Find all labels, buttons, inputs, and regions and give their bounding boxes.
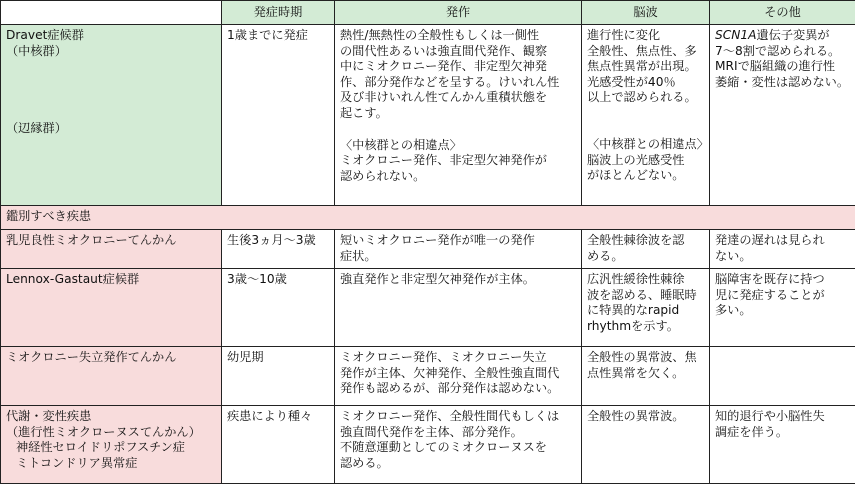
- disease-other-line: 知的退行や小脳性失: [715, 409, 825, 423]
- disease-seizure-cell: [335, 347, 582, 406]
- disease-eeg-line: に特異的なrapid: [587, 303, 680, 318]
- disease-other-cell: [710, 406, 855, 484]
- table-row: [1, 230, 855, 269]
- header-blank: [1, 1, 222, 25]
- dravet-border-label: （辺縁群）: [6, 121, 67, 136]
- disease-seizure-line: ミオクロニー発作、ミオクロニー失立: [340, 350, 547, 364]
- disease-eeg-line: める。: [587, 248, 624, 263]
- dravet-eeg-cell: [582, 25, 710, 206]
- disease-eeg-cell: [582, 230, 710, 269]
- dravet-seizure-diff-line: 認められない。: [340, 168, 426, 183]
- disease-eeg-line: rhythmを示す。: [587, 318, 679, 333]
- header-other: その他: [710, 1, 855, 25]
- dravet-seizure-line: 及び非けいれん性てんかん重積状態を: [340, 90, 548, 105]
- section-row: [1, 206, 855, 230]
- disease-seizure-line: 短いミオクロニー発作が唯一の発作: [340, 233, 535, 247]
- disease-other-line: ない。: [715, 248, 752, 263]
- dravet-seizure-line: 熱性/無熱性の全般性もしくは一側性: [340, 28, 540, 42]
- dravet-seizure-cell: [335, 25, 582, 206]
- table-row: [1, 406, 855, 484]
- gene-name: SCN1A: [715, 28, 757, 42]
- disease-other-cell: [710, 230, 855, 269]
- disease-seizure-line: 発作が主体、欠神発作、全般性強直間代: [340, 365, 560, 380]
- dravet-onset: 1歳までに発症: [222, 25, 335, 206]
- disease-name: 乳児良性ミオクロニーてんかん: [6, 233, 177, 247]
- header-onset: 発症時期: [222, 1, 335, 25]
- disease-other-cell: [710, 269, 855, 347]
- disease-name: Lennox-Gastaut症候群: [6, 272, 140, 286]
- disease-other-cell: [710, 347, 855, 406]
- disease-eeg-line: 全般性の異常波、焦: [587, 350, 697, 364]
- dravet-other-line: 遺伝子変異が: [756, 28, 830, 42]
- disease-other-line: 調症を伴う。: [715, 424, 789, 439]
- dravet-eeg-line: 以上で認められる。: [587, 90, 697, 105]
- disease-other-line: 発達の遅れは見られ: [715, 233, 825, 247]
- dravet-other-line: 萎縮・変性は認めない。: [715, 74, 850, 89]
- dravet-eeg-line: 全般性、焦点性、多: [587, 43, 697, 58]
- disease-name-cell: [1, 269, 222, 347]
- header-seizure: 発作: [335, 1, 582, 25]
- disease-eeg-line: 波を認める、睡眠時: [587, 287, 697, 302]
- dravet-seizure-line: 作、部分発作などを呈する。けいれん性: [340, 74, 560, 89]
- disease-onset: 疾患により種々: [222, 406, 335, 484]
- disease-eeg-line: 広汎性緩徐性棘徐: [587, 272, 685, 286]
- disease-seizure-line: ミオクロニー発作、全般性間代もしくは: [340, 409, 560, 423]
- dravet-seizure-diff-title: 〈中核群との相違点〉: [340, 137, 462, 152]
- disease-eeg-line: 点性異常を欠く。: [587, 365, 685, 380]
- dravet-seizure-line: 起こす。: [340, 105, 388, 120]
- dravet-core-label: （中核群）: [6, 43, 67, 58]
- disease-other-line: 脳障害を既存に持つ: [715, 272, 825, 286]
- disease-name-subitem: ミトコンドリア異常症: [16, 455, 138, 470]
- disease-name-subitem: 神経性セロイドリポフスチン症: [16, 440, 185, 455]
- disease-name: 代謝・変性疾患: [6, 409, 92, 423]
- disease-seizure-line: 不随意運動としてのミオクローヌスを: [340, 440, 547, 455]
- disease-name-cell: [1, 347, 222, 406]
- disease-seizure-line: 発作も認めるが、部分発作は認めない。: [340, 381, 560, 396]
- dravet-row: [1, 25, 855, 206]
- disease-seizure-line: 認める。: [340, 455, 389, 470]
- disease-name-sub: （進行性ミオクローヌスてんかん）: [6, 424, 201, 439]
- section-title: 鑑別すべき疾患: [1, 206, 855, 230]
- disease-onset: 生後3ヵ月～3歳: [222, 230, 335, 269]
- disease-other-line: 多い。: [715, 303, 752, 318]
- dravet-eeg-line: 進行性に変化: [587, 28, 661, 42]
- disease-seizure-line: 症状。: [340, 248, 377, 263]
- dravet-other-line: MRIで脳組織の進行性: [715, 59, 836, 74]
- dravet-seizure-diff-line: ミオクロニー発作、非定型欠神発作が: [340, 153, 547, 168]
- dravet-other-line: 7～8割で認められる。: [715, 43, 841, 58]
- header-row: [1, 1, 855, 25]
- dravet-seizure-line: 中にミオクロニー発作、非定型欠神発: [340, 59, 547, 74]
- disease-eeg-line: 全般性棘徐波を認: [587, 233, 685, 247]
- dravet-eeg-line: 光感受性が40％: [587, 74, 676, 89]
- disease-eeg-cell: [582, 347, 710, 406]
- table-row: [1, 269, 855, 347]
- header-eeg: 脳波: [582, 1, 710, 25]
- dravet-eeg-diff-line: 脳波上の光感受性: [587, 152, 685, 167]
- disease-name-cell: [1, 406, 222, 484]
- dravet-eeg-line: 焦点性異常が出現。: [587, 59, 697, 74]
- disease-eeg-cell: [582, 406, 710, 484]
- disease-name-cell: [1, 230, 222, 269]
- dravet-eeg-diff-title: 〈中核群との相違点〉: [587, 136, 709, 151]
- dravet-other-cell: [710, 25, 855, 206]
- disease-seizure-cell: [335, 406, 582, 484]
- dravet-seizure-line: の間代性あるいは強直間代発作、観察: [340, 43, 548, 58]
- disease-seizure-line: 強直間代発作を主体、部分発作。: [340, 424, 523, 439]
- dravet-other-line-first: [715, 28, 850, 44]
- disease-name: ミオクロニー失立発作てんかん: [6, 350, 177, 364]
- disease-onset: 幼児期: [222, 347, 335, 406]
- disease-other-line: 児に発症することが: [715, 287, 825, 302]
- disease-eeg-line: 全般性の異常波。: [587, 409, 685, 423]
- dravet-eeg-diff-line: がほとんどない。: [587, 168, 685, 183]
- disease-onset: 3歳～10歳: [222, 269, 335, 347]
- disease-seizure-cell: [335, 230, 582, 269]
- disease-seizure-cell: [335, 269, 582, 347]
- disease-seizure-line: 強直発作と非定型欠神発作が主体。: [340, 272, 535, 286]
- dravet-name-cell: [1, 25, 222, 206]
- disease-eeg-cell: [582, 269, 710, 347]
- dravet-name: Dravet症候群: [6, 28, 84, 42]
- table-row: [1, 347, 855, 406]
